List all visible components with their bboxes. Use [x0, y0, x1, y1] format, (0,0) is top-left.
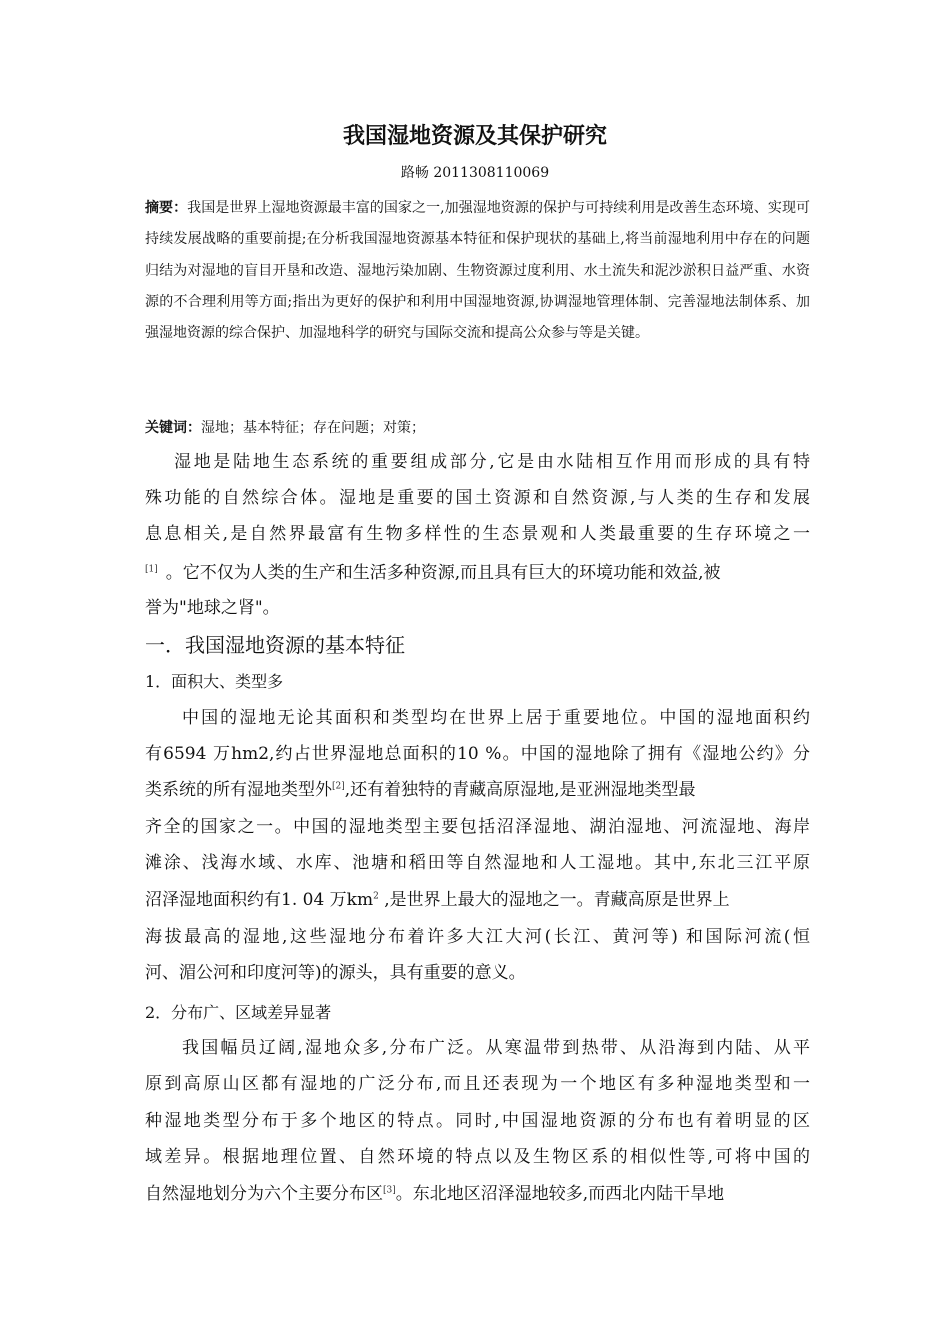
page-title: 我国湿地资源及其保护研究	[342, 124, 607, 149]
sub1-line-7: 海拔最高的湿地,这些湿地分布着许多大江大河(长江、黄河等) 和国际河流(恒	[145, 927, 811, 947]
sub1-line-3-a: 类系统的所有湿地类型外	[145, 780, 332, 800]
subsection-heading-1: 1．面积大、类型多	[145, 672, 284, 691]
abstract-label: 摘要：	[145, 200, 188, 216]
intro-line-3: 息息相关,是自然界最富有生物多样性的生态景观和人类最重要的生存环境之一	[145, 524, 810, 544]
sub1-line-6-a: 沼泽湿地面积约有1. 04 万km	[145, 890, 374, 910]
sub2-line-2: 原到高原山区都有湿地的广泛分布,而且还表现为一个地区有多种湿地类型和一	[145, 1074, 810, 1094]
citation-ref-1: [1]	[145, 564, 158, 575]
sub1-line-2: 有6594 万hm2,约占世界湿地总面积的10 %。中国的湿地除了拥有《湿地公约》分	[145, 744, 810, 764]
intro-line-2: 殊功能的自然综合体。湿地是重要的国土资源和自然资源,与人类的生存和发展	[145, 488, 810, 508]
superscript-2: 2	[373, 891, 379, 902]
abstract	[145, 193, 810, 349]
citation-ref-3: [3]	[383, 1185, 396, 1196]
intro-line-4-text: 。它不仅为人类的生产和生活多种资源,而且具有巨大的环境功能和效益,被	[165, 563, 721, 583]
sub1-line-4: 齐全的国家之一。中国的湿地类型主要包括沼泽湿地、湖泊湿地、河流湿地、海岸	[145, 817, 810, 837]
sub1-line-1: 中国的湿地无论其面积和类型均在世界上居于重要地位。中国的湿地面积约	[182, 708, 810, 728]
intro-line-5: 誉为"地球之肾"。	[145, 598, 280, 618]
sub1-line-6	[145, 890, 810, 910]
keywords-text: 湿地；基本特征；存在问题；对策；	[201, 420, 425, 436]
keywords-label: 关键词：	[145, 420, 201, 436]
sub2-line-3: 种湿地类型分布于多个地区的特点。同时,中国湿地资源的分布也有着明显的区	[145, 1111, 810, 1131]
sub1-line-6-b: ,是世界上最大的湿地之一。青藏高原是世界上	[378, 890, 730, 910]
sub1-line-8: 河、湄公河和印度河等)的源头，具有重要的意义。	[145, 963, 526, 983]
sub2-line-1: 我国幅员辽阔,湿地众多,分布广泛。从寒温带到热带、从沿海到内陆、从平	[182, 1038, 810, 1058]
sub1-line-5: 滩涂、浅海水域、水库、池塘和稻田等自然湿地和人工湿地。其中,东北三江平原	[145, 853, 810, 873]
intro-line-4	[145, 563, 810, 583]
sub2-line-5	[145, 1184, 810, 1204]
keywords	[145, 413, 810, 444]
citation-ref-2: [2]	[332, 781, 345, 792]
sub2-line-5-b: 。东北地区沼泽湿地较多,而西北内陆干旱地	[395, 1184, 725, 1204]
subsection-heading-2: 2．分布广、区域差异显著	[145, 1003, 332, 1022]
author-line: 路畅 2011308110069	[400, 165, 550, 181]
sub2-line-4: 域差异。根据地理位置、自然环境的特点以及生物区系的相似性等,可将中国的	[145, 1147, 810, 1167]
sub1-line-3	[145, 780, 810, 800]
section-heading-1: 一．我国湿地资源的基本特征	[145, 633, 405, 657]
sub1-line-3-b: ,还有着独特的青藏高原湿地,是亚洲湿地类型最	[344, 780, 696, 800]
intro-line-1: 湿地是陆地生态系统的重要组成部分,它是由水陆相互作用而形成的具有特	[174, 452, 810, 472]
abstract-text: 我国是世界上湿地资源最丰富的国家之一,加强湿地资源的保护与可持续利用是改善生态环境、实现可持续发展战略的重要前提;在分析我国湿地资源基本特征和保护现状的基础上,将当前湿地利用中存在的问题归结为对湿地的盲目开垦和改造、湿地污染加剧、生物资源过度利用、水土流失和泥沙淤积日益严重、水资源的不合理利用等方面;指出为更好的保护和利用中国湿地资源,协调湿地管理体制、完善湿地法制体系、加强湿地资源的综合保护、加湿地科学的研究与国际交流和提高公众参与等是关键。	[145, 200, 811, 342]
sub2-line-5-a: 自然湿地划分为六个主要分布区	[145, 1184, 383, 1204]
